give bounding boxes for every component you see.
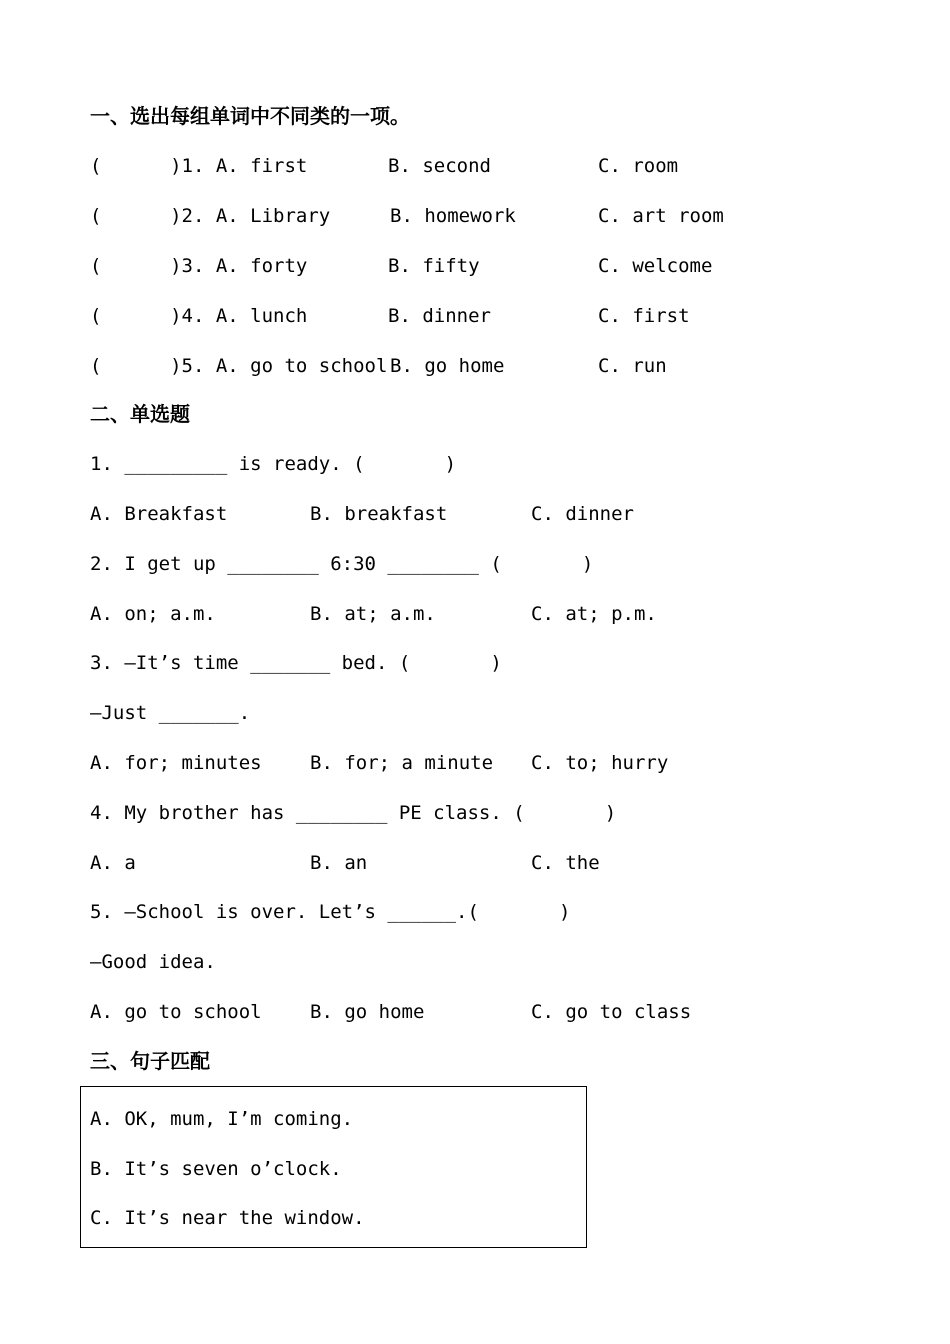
q1-option-b: B. breakfast xyxy=(310,503,448,525)
q1-text: 1. _________ is ready. ( ) xyxy=(90,453,457,475)
q5-option-b: B. go home xyxy=(310,1001,425,1023)
s1-row-1-b: B. second xyxy=(388,155,491,177)
q5-text: 5. —School is over. Let’s ______.( ) xyxy=(90,901,571,923)
q2-text: 2. I get up ________ 6:30 ________ ( ) xyxy=(90,553,594,575)
q2-option-c: C. at; p.m. xyxy=(531,603,657,625)
q3-text: 3. —It’s time _______ bed. ( ) xyxy=(90,652,502,674)
s1-row-4-c: C. first xyxy=(598,305,690,327)
q4-option-c: C. the xyxy=(531,852,600,874)
s1-row-1-a: ( )1. A. first xyxy=(90,155,308,177)
s1-row-2-c: C. art room xyxy=(598,205,724,227)
match-item-b: B. It’s seven o’clock. xyxy=(90,1158,342,1180)
match-item-c: C. It’s near the window. xyxy=(90,1207,365,1229)
s1-row-2-b: B. homework xyxy=(390,205,516,227)
q3-option-c: C. to; hurry xyxy=(531,752,669,774)
q4-option-b: B. an xyxy=(310,852,368,874)
section-1-title: 一、选出每组单词中不同类的一项。 xyxy=(90,104,410,128)
section-3-title: 三、句子匹配 xyxy=(90,1049,210,1073)
match-item-a: A. OK, mum, I’m coming. xyxy=(90,1108,354,1130)
q2-option-b: B. at; a.m. xyxy=(310,603,436,625)
q5-option-c: C. go to class xyxy=(531,1001,692,1023)
q4-option-a: A. a xyxy=(90,852,136,874)
section-2-title: 二、单选题 xyxy=(90,402,190,426)
s1-row-4-b: B. dinner xyxy=(388,305,491,327)
s1-row-5-c: C. run xyxy=(598,355,667,377)
q2-option-a: A. on; a.m. xyxy=(90,603,216,625)
s1-row-5-b: B. go home xyxy=(390,355,505,377)
s1-row-3-c: C. welcome xyxy=(598,255,713,277)
q1-option-c: C. dinner xyxy=(531,503,634,525)
q5-reply: —Good idea. xyxy=(90,951,216,973)
q3-option-a: A. for; minutes xyxy=(90,752,262,774)
q3-reply: —Just _______. xyxy=(90,702,251,724)
s1-row-5-a: ( )5. A. go to school xyxy=(90,355,388,377)
s1-row-3-b: B. fifty xyxy=(388,255,480,277)
q1-option-a: A. Breakfast xyxy=(90,503,228,525)
q3-option-b: B. for; a minute xyxy=(310,752,494,774)
q5-option-a: A. go to school xyxy=(90,1001,262,1023)
q4-text: 4. My brother has ________ PE class. ( ) xyxy=(90,802,617,824)
s1-row-2-a: ( )2. A. Library xyxy=(90,205,331,227)
s1-row-3-a: ( )3. A. forty xyxy=(90,255,308,277)
s1-row-1-c: C. room xyxy=(598,155,679,177)
s1-row-4-a: ( )4. A. lunch xyxy=(90,305,308,327)
